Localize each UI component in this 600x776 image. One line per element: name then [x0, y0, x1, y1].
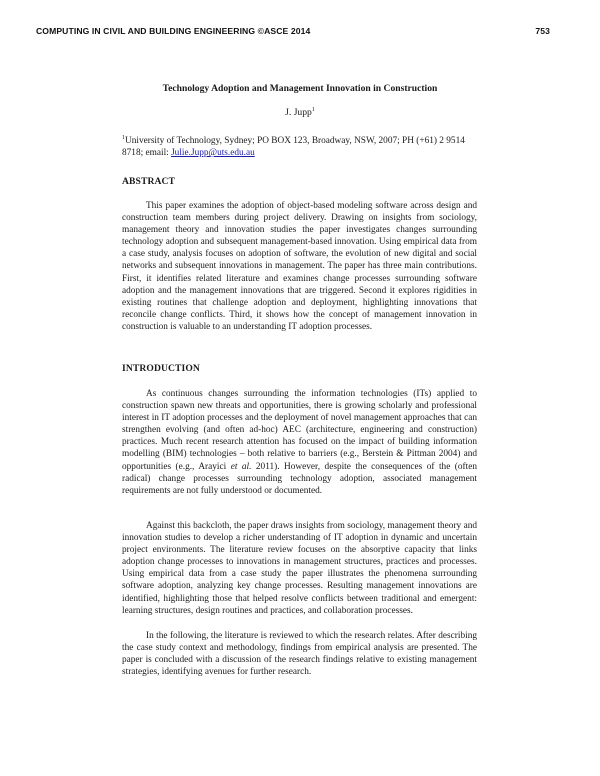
affiliation-marker: 1: [122, 134, 125, 141]
affiliation-text: University of Technology, Sydney; PO BOX 123, Broadway, NSW, 2007; PH (+61) 2 9514 8718; email:: [122, 136, 465, 159]
intro-paragraph-2: Against this backcloth, the paper draws insights from sociology, management theory and innovation studies to develop a richer understanding of IT adoption in dynamic and uncertain project environments. The literature review focuses on the absorptive capacity that links adoption change processes to innovations in management structures, practices and processes. Using empirical data from a case study the paper illustrates the phenomena surrounding software adoption, analyzing key change processes. Resulting management innovations are identified, highlighting those that helped resolve conflicts between traditional and emergent: learning structures, design routines and practices, and collaboration processes.: [122, 521, 477, 616]
intro-p1-etal: et al.: [230, 461, 252, 472]
intro-p1-text-b: 2011). However, despite the consequences of the (often radical) change processes surrounding technology adoption, associated management requirements are not fully understood or documented.: [122, 461, 478, 496]
intro-p1-text-a: As continuous changes surrounding the information technologies (ITs) applied to construction spawn new threats and opportunities, there is growing scholarly and professional interest in IT adoption processes and the deployment of novel management approaches that can strengthen evolving (and often ad-hoc) AEC (architecture, engineering and construction) practices. Much recent research attention has focused on the impact of building information modelling (BIM) technologies – both relative to barriers (e.g., Berstein & Pittman 2004) and opportunities (e.g., Arayici: [122, 389, 477, 472]
intro-paragraph-1: [122, 388, 477, 497]
affiliation: [122, 135, 477, 159]
email-link[interactable]: Julie.Jupp@uts.edu.au: [171, 148, 255, 159]
author-name: J. Jupp: [285, 107, 312, 118]
page-number: 753: [535, 26, 550, 36]
abstract-heading: ABSTRACT: [122, 176, 176, 187]
author-marker: 1: [311, 106, 315, 113]
introduction-heading: INTRODUCTION: [122, 363, 200, 374]
journal-name: COMPUTING IN CIVIL AND BUILDING ENGINEERING ©ASCE 2014: [36, 26, 311, 36]
author-line: [0, 107, 600, 118]
intro-paragraph-3: In the following, the literature is reviewed to which the research relates. After describing the case study context and methodology, findings from empirical analysis are presented. The paper is concluded with a discussion of the research findings relative to existing management strategies, identifying avenues for further research.: [122, 631, 477, 678]
abstract-text: This paper examines the adoption of object-based modeling software across design and construction team members during project delivery. Drawing on insights from sociology, management theory and innovation studies the paper investigates changes surrounding technology adoption and subsequent management-based innovation. Using empirical data from a case study, analysis focuses on adoption of software, the evolution of new digital and social networks and subsequent innovations in management. The paper has three main contributions. First, it identifies related literature and examines change processes surrounding software adoption and the management innovations that are triggered. Second it explores rigidities in existing routines that challenge adoption and deployment, highlighting innovations that reconcile change conflicts. Third, it shows how the concept of management innovation in construction is valuable to an understanding IT adoption processes.: [122, 201, 477, 332]
paper-title: Technology Adoption and Management Innovation in Construction: [162, 83, 438, 94]
